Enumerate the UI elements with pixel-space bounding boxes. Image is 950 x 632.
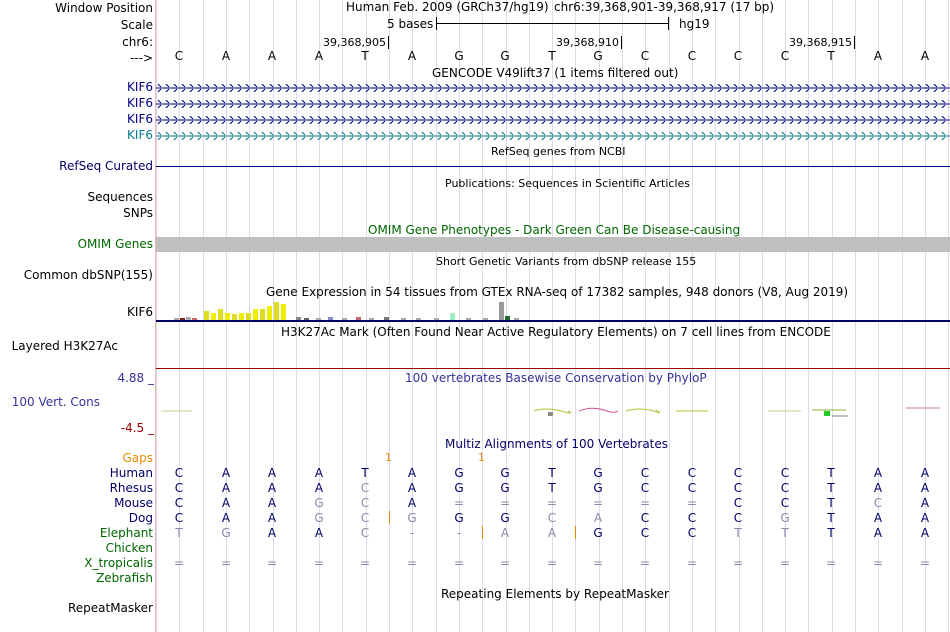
track-label-h3k27ac[interactable]: Layered H3K27Ac: [11, 339, 118, 353]
alignment-base: T: [827, 481, 835, 495]
species-label-elephant[interactable]: Elephant: [99, 526, 153, 540]
alignment-base: A: [500, 526, 510, 540]
alignment-base: =: [266, 556, 278, 570]
alignment-base: C: [733, 511, 743, 525]
alignment-base: A: [314, 466, 324, 480]
gtex-tissue-bar[interactable]: [274, 302, 279, 320]
track-label-dbsnp[interactable]: Common dbSNP(155): [23, 268, 153, 282]
alignment-base: =: [686, 556, 698, 570]
gene-kif6-1[interactable]: [156, 84, 950, 92]
alignment-base: T: [361, 466, 369, 480]
ruler-tick-2: [621, 36, 622, 49]
alignment-base: C: [174, 466, 184, 480]
scale-bar-left-tick: [436, 17, 437, 30]
alignment-base: =: [592, 496, 604, 510]
ruler-tick-1: [388, 36, 389, 49]
ruler-tick-3: [854, 36, 855, 49]
reference-base: C: [780, 49, 790, 63]
ruler-tick-label-1: 39,368,905: [323, 36, 386, 49]
ruler-tick-label-3: 39,368,915: [789, 36, 852, 49]
reference-base: C: [174, 49, 184, 63]
alignment-base: G: [454, 511, 464, 525]
gencode-gene-tracks[interactable]: [156, 80, 950, 142]
track-label-kif6-1[interactable]: KIF6: [127, 80, 153, 94]
reference-base: A: [267, 49, 277, 63]
alignment-base: A: [407, 466, 417, 480]
reference-base: G: [593, 49, 603, 63]
alignment-base: =: [453, 496, 465, 510]
h3k27ac-baseline[interactable]: [156, 368, 950, 369]
alignment-base: G: [780, 511, 790, 525]
gtex-expression-bars[interactable]: [156, 299, 950, 320]
gtex-tissue-bar[interactable]: [218, 309, 223, 320]
track-label-snps[interactable]: SNPs: [123, 206, 153, 220]
phylop-max-label: 4.88 _: [117, 371, 154, 385]
title-dbsnp: Short Genetic Variants from dbSNP release 155: [436, 255, 697, 268]
alignment-base: C: [640, 466, 650, 480]
alignment-base: =: [686, 496, 698, 510]
title-repeatmasker: Repeating Elements by RepeatMasker: [441, 587, 669, 601]
alignment-base: A: [314, 526, 324, 540]
alignment-base: A: [873, 526, 883, 540]
alignment-base: =: [546, 496, 558, 510]
alignment-base: A: [920, 496, 930, 510]
alignment-base: =: [592, 556, 604, 570]
alignment-base: =: [453, 556, 465, 570]
track-label-omim[interactable]: OMIM Genes: [77, 237, 153, 251]
alignment-base: G: [500, 511, 510, 525]
alignment-base: G: [593, 526, 603, 540]
alignment-base: T: [781, 526, 789, 540]
alignment-base: C: [360, 511, 370, 525]
alignment-base: C: [687, 466, 697, 480]
species-label-zebrafish[interactable]: Zebrafish: [96, 571, 153, 585]
alignment-base: =: [313, 556, 325, 570]
alignment-base: C: [640, 511, 650, 525]
alignment-base: G: [221, 526, 231, 540]
title-omim: OMIM Gene Phenotypes - Dark Green Can Be Disease-causing: [368, 223, 741, 237]
alignment-base: =: [499, 556, 511, 570]
ruler-tick-label-2: 39,368,910: [556, 36, 619, 49]
alignment-base: C: [174, 481, 184, 495]
label-scale: Scale: [120, 18, 153, 32]
alignment-base: =: [220, 556, 232, 570]
alignment-base: =: [779, 556, 791, 570]
alignment-base: G: [314, 496, 324, 510]
species-label-human[interactable]: Human: [109, 466, 153, 480]
alignment-base: A: [873, 481, 883, 495]
scale-bar: [436, 23, 669, 24]
title-publications: Publications: Sequences in Scientific Articles: [445, 177, 690, 190]
alignment-base: G: [454, 466, 464, 480]
species-label-rhesus[interactable]: Rhesus: [109, 481, 153, 495]
alignment-base: G: [593, 481, 603, 495]
alignment-base: A: [221, 496, 231, 510]
alignment-base: =: [499, 496, 511, 510]
alignment-base: G: [500, 466, 510, 480]
alignment-base: G: [314, 511, 324, 525]
track-label-kif6-4[interactable]: KIF6: [127, 128, 153, 142]
track-label-kif6-2[interactable]: KIF6: [127, 96, 153, 110]
alignment-base: =: [359, 556, 371, 570]
scale-bar-right-tick: [668, 17, 669, 30]
gtex-tissue-bar[interactable]: [225, 313, 230, 320]
alignment-base: C: [174, 511, 184, 525]
title-refseq: RefSeq genes from NCBI: [491, 145, 626, 158]
alignment-base: T: [827, 526, 835, 540]
phylop-conservation-wiggle[interactable]: [156, 400, 950, 422]
alignment-base: C: [360, 496, 370, 510]
gene-kif6-2[interactable]: [156, 100, 950, 108]
reference-base: T: [548, 49, 556, 63]
alignment-base: T: [827, 496, 835, 510]
alignment-base: =: [872, 556, 884, 570]
alignment-base: A: [920, 481, 930, 495]
track-label-refseq[interactable]: RefSeq Curated: [59, 159, 153, 173]
alignment-base: =: [732, 556, 744, 570]
alignment-base: A: [920, 466, 930, 480]
alignment-base: G: [500, 481, 510, 495]
refseq-gene-line[interactable]: [156, 166, 950, 167]
gtex-tissue-bar[interactable]: [450, 313, 455, 320]
alignment-base: C: [780, 466, 790, 480]
track-label-sequences[interactable]: Sequences: [87, 190, 153, 204]
alignment-base: C: [640, 526, 650, 540]
track-label-gaps: Gaps: [122, 451, 153, 465]
reference-base: A: [920, 49, 930, 63]
alignment-base: A: [407, 496, 417, 510]
label-strand: --->: [129, 51, 153, 65]
label-chrom: chr6:: [122, 35, 153, 49]
alignment-base: T: [827, 511, 835, 525]
gtex-tissue-bar[interactable]: [281, 304, 286, 320]
alignment-base: A: [267, 466, 277, 480]
title-gtex: Gene Expression in 54 tissues from GTEx RNA-seq of 17382 samples, 948 donors (V8, Aug 2019): [266, 285, 849, 299]
alignment-base: A: [407, 481, 417, 495]
alignment-base: G: [593, 466, 603, 480]
species-label-dog[interactable]: Dog: [128, 511, 153, 525]
alignment-base: A: [593, 511, 603, 525]
title-multiz: Multiz Alignments of 100 Vertebrates: [445, 437, 669, 451]
alignment-base: C: [780, 481, 790, 495]
position-label: chr6:39,368,901-39,368,917 (17 bp): [554, 0, 775, 14]
alignment-base: T: [827, 466, 835, 480]
track-label-gtex[interactable]: KIF6: [127, 305, 153, 319]
alignment-base: A: [873, 466, 883, 480]
alignment-base: C: [733, 496, 743, 510]
alignment-base: A: [221, 511, 231, 525]
gap-mark-2: 1: [478, 451, 485, 464]
reference-base: C: [733, 49, 743, 63]
title-gencode: GENCODE V49lift37 (1 items filtered out): [432, 66, 679, 80]
alignment-base: C: [733, 466, 743, 480]
alignment-base: A: [221, 466, 231, 480]
reference-base: A: [407, 49, 417, 63]
alignment-base: C: [687, 511, 697, 525]
alignment-base: C: [640, 481, 650, 495]
omim-gene-bar[interactable]: [156, 237, 950, 252]
gtex-tissue-bar[interactable]: [267, 306, 272, 320]
alignment-base: A: [221, 481, 231, 495]
track-label-repeatmasker[interactable]: RepeatMasker: [67, 601, 153, 615]
alignment-base: =: [173, 556, 185, 570]
title-phylop: 100 vertebrates Basewise Conservation by PhyloP: [405, 371, 707, 385]
alignment-base: -: [409, 526, 415, 540]
alignment-base: T: [548, 481, 556, 495]
alignment-base: A: [267, 496, 277, 510]
scale-text: 5 bases: [387, 17, 434, 31]
gtex-tissue-bar[interactable]: [246, 313, 251, 320]
alignment-base: A: [920, 526, 930, 540]
phylop-min-label: -4.5 _: [120, 421, 154, 435]
gtex-tissue-bar[interactable]: [260, 309, 265, 320]
reference-base: A: [221, 49, 231, 63]
alignment-base: A: [314, 481, 324, 495]
reference-base: C: [640, 49, 650, 63]
alignment-base: =: [919, 556, 931, 570]
alignment-base: C: [547, 511, 557, 525]
alignment-base: =: [825, 556, 837, 570]
gtex-tissue-bar[interactable]: [211, 313, 216, 320]
assembly-label: Human Feb. 2009 (GRCh37/hg19): [346, 0, 549, 14]
track-label-kif6-3[interactable]: KIF6: [127, 112, 153, 126]
dog-gap-bar: [389, 511, 390, 524]
alignment-base: A: [920, 511, 930, 525]
alignment-base: C: [780, 496, 790, 510]
alignment-base: G: [407, 511, 417, 525]
gtex-tissue-bar[interactable]: [499, 302, 504, 320]
reference-base: T: [827, 49, 835, 63]
alignment-base: =: [406, 556, 418, 570]
gtex-tissue-bar[interactable]: [204, 311, 209, 320]
species-label-chicken[interactable]: Chicken: [105, 541, 153, 555]
alignment-base: T: [175, 526, 183, 540]
label-window-position: Window Position: [55, 1, 153, 15]
elephant-gap-bar-2: [575, 526, 576, 539]
alignment-base: A: [873, 511, 883, 525]
gtex-baseline: [156, 320, 950, 322]
alignment-base: A: [267, 511, 277, 525]
alignment-base: G: [454, 481, 464, 495]
alignment-base: C: [733, 481, 743, 495]
gtex-tissue-bar[interactable]: [239, 313, 244, 320]
alignment-base: C: [174, 496, 184, 510]
alignment-base: =: [639, 556, 651, 570]
alignment-base: =: [639, 496, 651, 510]
reference-base: G: [454, 49, 464, 63]
elephant-gap-bar-1: [482, 526, 483, 539]
alignment-base: T: [734, 526, 742, 540]
reference-base: G: [500, 49, 510, 63]
title-h3k27ac: H3K27Ac Mark (Often Found Near Active Regulatory Elements) on 7 cell lines from ENCODE: [281, 325, 831, 339]
alignment-base: A: [547, 526, 557, 540]
gtex-tissue-bar[interactable]: [253, 309, 258, 320]
alignment-base: A: [267, 526, 277, 540]
reference-base: A: [314, 49, 324, 63]
gene-kif6-3[interactable]: [156, 116, 950, 124]
alignment-base: T: [548, 466, 556, 480]
gap-mark-1: 1: [385, 451, 392, 464]
reference-base: C: [687, 49, 697, 63]
species-label-mouse[interactable]: Mouse: [114, 496, 153, 510]
alignment-base: C: [360, 526, 370, 540]
track-label-cons[interactable]: 100 Vert. Cons: [11, 395, 100, 409]
reference-base: A: [873, 49, 883, 63]
species-label-x_tropicalis[interactable]: X_tropicalis: [84, 556, 153, 570]
alignment-base: C: [687, 526, 697, 540]
reference-base: T: [361, 49, 369, 63]
alignment-base: -: [456, 526, 462, 540]
alignment-base: C: [360, 481, 370, 495]
alignment-base: =: [546, 556, 558, 570]
scale-db: hg19: [679, 17, 710, 31]
alignment-base: A: [267, 481, 277, 495]
alignment-base: C: [687, 481, 697, 495]
alignment-base: C: [873, 496, 883, 510]
gene-kif6-4[interactable]: [156, 132, 950, 140]
